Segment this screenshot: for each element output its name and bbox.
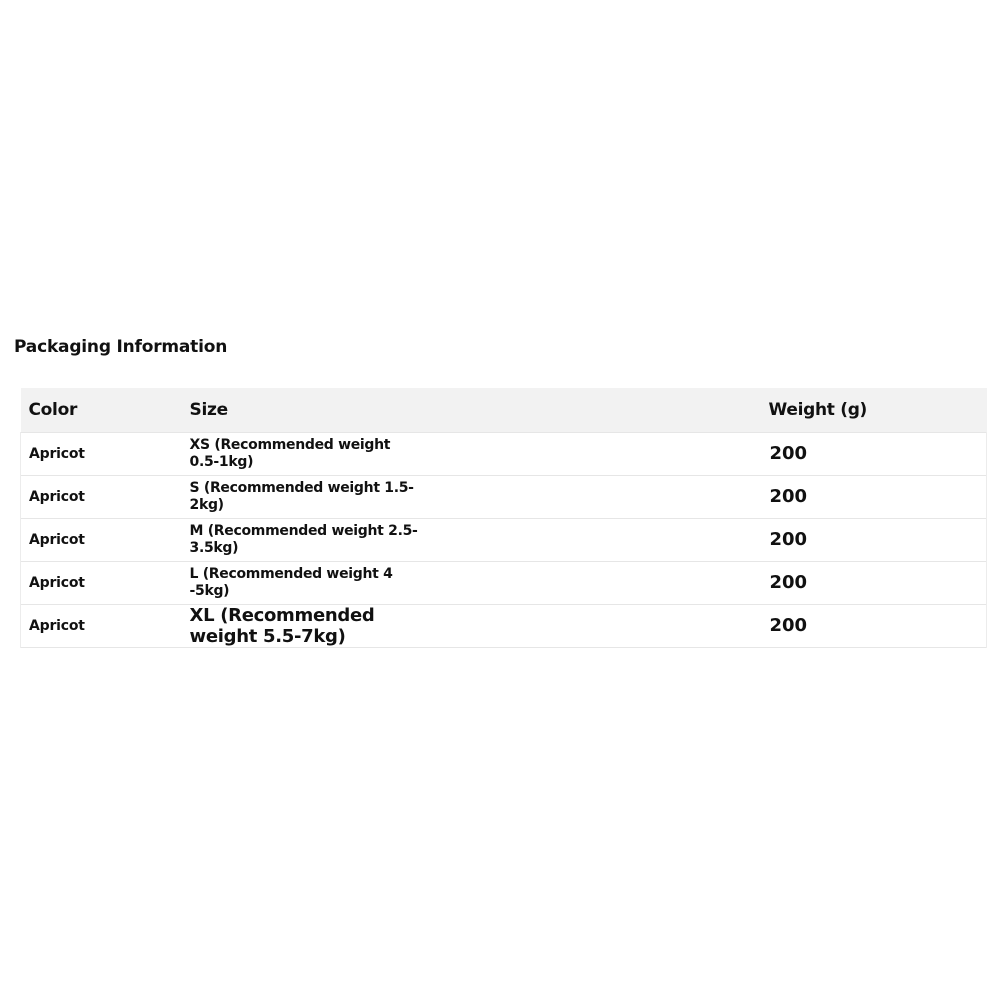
- cell-size: [182, 561, 761, 604]
- cell-color: Apricot: [21, 518, 182, 561]
- cell-size: [182, 432, 761, 475]
- size-text: XL (Recommended weight 5.5-7kg): [189, 604, 375, 647]
- table-header: [21, 388, 987, 432]
- cell-weight: 200: [761, 432, 987, 475]
- header-weight: Weight (g): [768, 399, 868, 420]
- cell-color: Apricot: [21, 475, 182, 518]
- header-color: Color: [28, 399, 78, 420]
- header-row: [21, 388, 987, 432]
- table-row: [21, 561, 987, 604]
- cell-size: [182, 475, 761, 518]
- table-row: [21, 604, 987, 647]
- cell-weight: 200: [761, 604, 987, 647]
- cell-color: Apricot: [21, 604, 182, 647]
- size-text: L (Recommended weight 4 -5kg): [189, 565, 393, 599]
- size-text: XS (Recommended weight 0.5-1kg): [189, 436, 391, 470]
- size-text: M (Recommended weight 2.5-3.5kg): [189, 522, 418, 556]
- table-row: [21, 475, 987, 518]
- section-title: Packaging Information: [14, 337, 228, 357]
- cell-color: Apricot: [21, 432, 182, 475]
- table-row: [21, 518, 987, 561]
- cell-weight: 200: [761, 561, 987, 604]
- header-size: Size: [189, 399, 228, 420]
- table-row: [21, 432, 987, 475]
- cell-weight: 200: [761, 518, 987, 561]
- cell-size: [182, 518, 761, 561]
- cell-size: [182, 604, 761, 647]
- size-text: S (Recommended weight 1.5-2kg): [189, 479, 414, 513]
- cell-weight: 200: [761, 475, 987, 518]
- table-body: [21, 432, 987, 647]
- packaging-table: [20, 388, 987, 648]
- cell-color: Apricot: [21, 561, 182, 604]
